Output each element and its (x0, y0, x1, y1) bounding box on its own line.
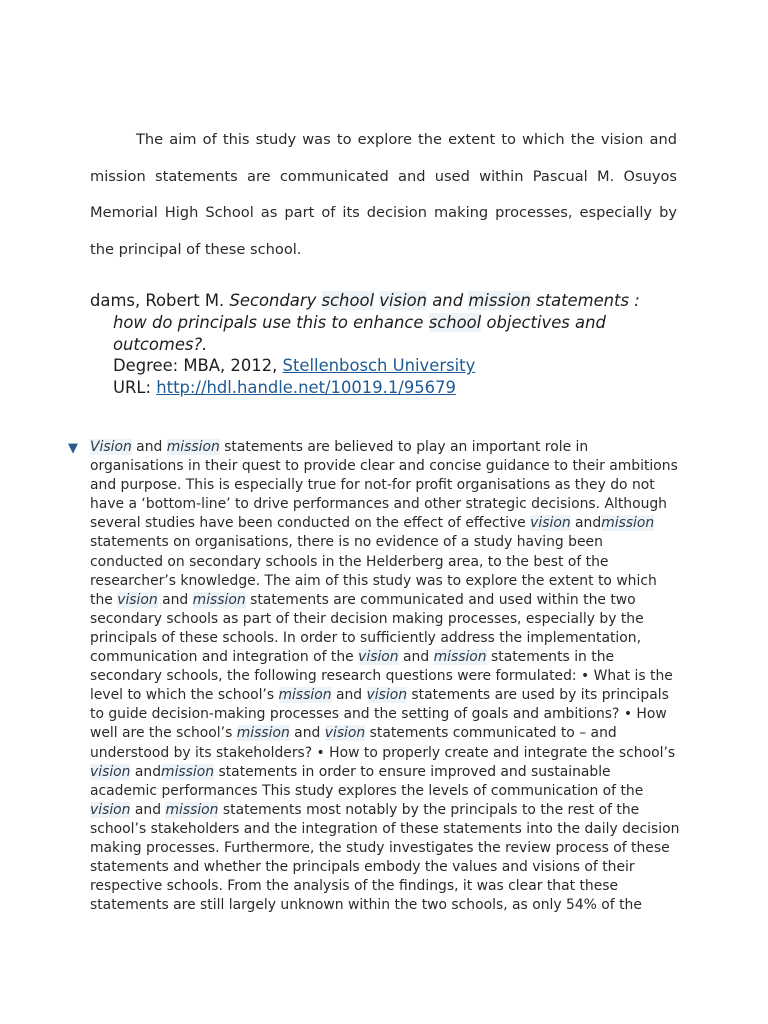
title-part: objectives and outcomes?. (113, 312, 606, 354)
abstract-text-run: and (570, 515, 602, 532)
abstract-text-run: and (331, 687, 367, 704)
citation-block (90, 290, 670, 399)
title-keyword: mission (468, 291, 531, 310)
title-part: statements : how do principals use this to enhance (113, 291, 640, 332)
abstract-text-run: and (398, 649, 434, 666)
citation-degree (90, 355, 670, 377)
url-label: URL: (113, 378, 157, 398)
handle-url-link[interactable]: http://hdl.handle.net/10019.1/95679 (156, 378, 456, 398)
abstract-text-run: and (131, 439, 167, 455)
abstract-text-run: statements are used by its principals to guide decision-making processes and the setting of goals and ambitions? • How well are the school’s (90, 687, 669, 742)
citation-author: dams, Robert M. (90, 291, 230, 310)
citation-url (90, 377, 670, 399)
university-link[interactable]: Stellenbosch University (282, 356, 476, 376)
title-keyword: school (321, 291, 375, 310)
abstract-keyword: Vision (90, 439, 132, 455)
abstract-keyword: mission (236, 725, 290, 742)
abstract-keyword: mission (433, 649, 487, 666)
citation-heading (90, 290, 670, 355)
abstract-text-run: and (289, 725, 325, 742)
abstract-keyword: vision (90, 763, 131, 780)
abstract-text-run: and (130, 763, 162, 780)
title-keyword: school (428, 312, 482, 332)
abstract-text-run: and (157, 591, 193, 608)
abstract-text-run: statements on organisations, there is no evidence of a study having been conducted on secondary schools in the Helderberg area, to the best of the researcher’s knowledge. The aim of this study was to explore the extent to which the (90, 534, 657, 608)
abstract-text-run: and (130, 801, 166, 818)
abstract-keyword: vision (324, 725, 366, 742)
abstract-text-run: statements in the secondary schools, the following research questions were formulated: • What is the level to which the school’s (90, 649, 673, 704)
abstract-text-run: statements are communicated and used within the two secondary schools as part of their decision making processes, especially by the principals of these schools. In order to sufficiently address the implementation, communication and integration of the (90, 591, 644, 666)
abstract-text (90, 438, 680, 915)
abstract-keyword: vision (530, 515, 571, 532)
abstract-keyword: mission (192, 591, 246, 608)
abstract-text-run: statements in order to ensure improved and sustainable academic performances This study explores the levels of communication of the (90, 763, 644, 799)
degree-label: Degree: MBA, 2012, (113, 356, 283, 376)
abstract-text-run: statements are believed to play an important role in organisations in their quest to provide clear and concise guidance to their ambitions and purpose. This is especially true for not-for profit organisations as they do not have a ‘bottom-line’ to drive performances and other strategic decisions. Although several studies have been conducted on the effect of effective (90, 439, 678, 532)
disclosure-triangle-icon[interactable]: ▼ (68, 441, 78, 456)
abstract-keyword: mission (166, 439, 220, 455)
title-part: Secondary (229, 291, 322, 310)
abstract-keyword: vision (366, 687, 407, 704)
title-keyword: vision (379, 291, 428, 310)
abstract-section (68, 438, 680, 915)
abstract-keyword: vision (358, 649, 399, 666)
abstract-keyword: vision (90, 801, 131, 818)
abstract-text-run: statements communicated to – and understood by its stakeholders? • How to properly create and integrate the school’s (90, 725, 676, 761)
abstract-keyword: mission (278, 687, 332, 704)
abstract-keyword: mission (165, 801, 219, 818)
title-part: and (427, 291, 469, 310)
abstract-text-run: statements most notably by the principals to the rest of the school’s stakeholders and the integration of these statements into the daily decision making processes. Furthermore, the study investigates the review process of these statements and whether the principals embody the values and visions of their respective schools. From the analysis of the findings, it was clear that these statements are still largely unknown within the two schools, as only 54% of the (90, 801, 680, 914)
abstract-keyword: vision (117, 591, 158, 608)
abstract-keyword: mission (161, 763, 215, 780)
abstract-keyword: mission (601, 515, 655, 532)
intro-paragraph: The aim of this study was to explore the extent to which the vision and mission statements are communicated and used within Pascual M. Osuyos Memorial High School as part of its decision making processes, especially by the principal of these school. (90, 131, 677, 258)
